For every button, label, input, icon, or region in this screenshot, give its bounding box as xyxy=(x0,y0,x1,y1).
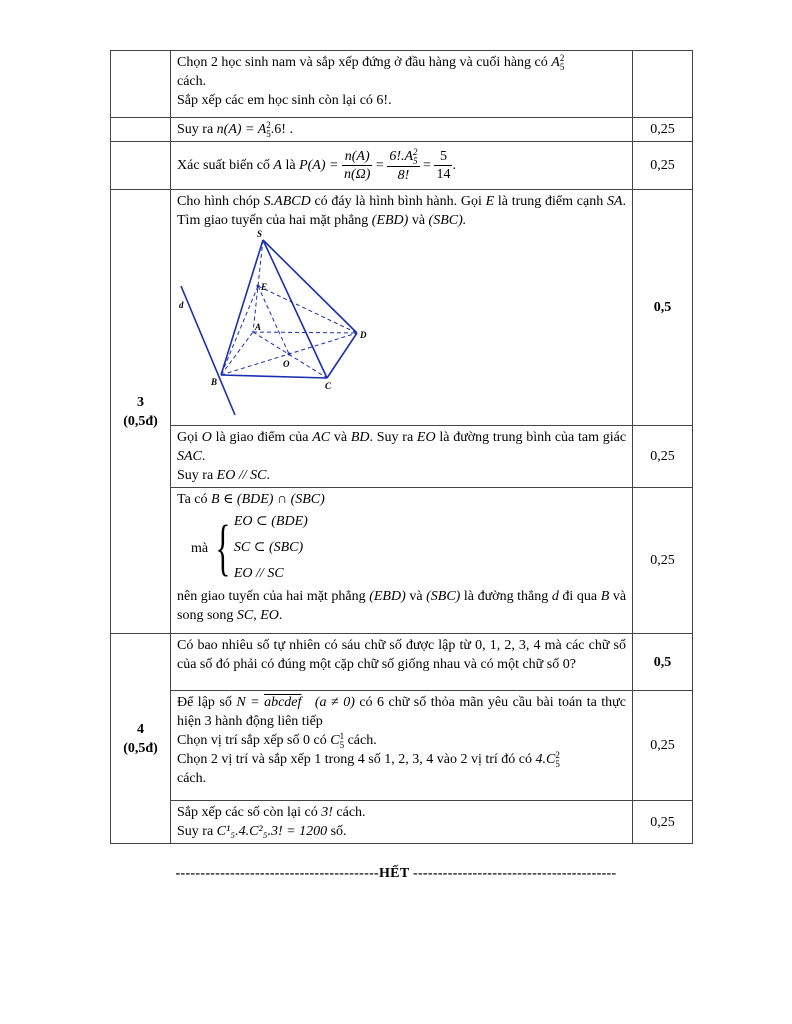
math-index xyxy=(340,732,345,750)
answer-text: Chọn vị trí sắp xếp số 0 có xyxy=(177,733,327,748)
answer-cell xyxy=(171,801,633,844)
question-cell xyxy=(111,190,171,634)
table-row xyxy=(111,142,693,190)
math-text: BD xyxy=(350,430,370,445)
end-marker: -----------------------------------------HẾT ----------------------------------------- xyxy=(175,866,617,881)
prompt-text: . Tìm giao tuyến của hai mặt phẳng xyxy=(177,194,626,228)
math-expression: P(A) = xyxy=(299,157,339,173)
math-sub: 5 xyxy=(559,61,565,72)
edge-SB xyxy=(221,240,263,375)
answer-text: . Suy ra xyxy=(369,430,414,445)
seg-EO xyxy=(258,286,289,354)
math-expression: n(A) = A xyxy=(216,122,267,137)
math-text: (SBC). xyxy=(428,213,467,228)
math-sub: 5 xyxy=(339,739,345,750)
math-text: EO xyxy=(416,430,436,445)
answer-text: Suy ra xyxy=(177,122,214,137)
answer-text: Xác suất biến cố xyxy=(177,157,270,173)
score-cell: 0,5 xyxy=(633,190,693,426)
prompt-text: có đáy là hình bình hành. Gọi xyxy=(314,194,482,209)
table-row xyxy=(111,190,693,426)
point-O xyxy=(288,353,291,356)
math-sup: 2 xyxy=(555,749,560,760)
question-cell-empty xyxy=(111,118,171,142)
answer-text: Chọn 2 vị trí và sắp xếp 1 trong 4 số 1, 2, 3, 4 vào 2 vị trí đó có xyxy=(177,752,533,767)
score-cell: 0,25 xyxy=(633,142,693,190)
system-line: EO ⊂ (BDE) xyxy=(233,514,308,529)
math-A: A xyxy=(551,55,560,70)
math-sub: 5 xyxy=(413,155,418,166)
answer-text: cách. xyxy=(336,805,366,820)
fraction-top: n(A) xyxy=(342,148,372,166)
fraction xyxy=(387,148,419,184)
answer-text: Sắp xếp các số còn lại có xyxy=(177,805,318,820)
answer-text: đi qua xyxy=(562,589,598,604)
score-cell: 0,25 xyxy=(633,691,693,801)
edge-CD xyxy=(327,333,357,378)
table-row xyxy=(111,634,693,691)
label-d: d xyxy=(179,300,184,310)
table-row xyxy=(111,488,693,634)
prompt-text: và xyxy=(411,213,426,228)
math-text: 4.C xyxy=(535,752,556,767)
math-text: C xyxy=(330,733,340,748)
label-A: A xyxy=(255,322,262,332)
fraction-top xyxy=(387,148,419,167)
answer-text: là đường thẳng xyxy=(463,589,549,604)
math-text: SA xyxy=(606,194,623,209)
math-text: SAC xyxy=(177,449,202,464)
math-text: C¹₅.4.C²₅.3! = 1200 xyxy=(216,824,328,839)
math-sup: 2 xyxy=(266,119,271,130)
system-line: EO // SC xyxy=(233,566,284,581)
question-number: 3 xyxy=(137,394,144,410)
question-cell-empty xyxy=(111,51,171,118)
answer-cell: Gọi O là giao điểm của AC và BD. Suy ra EO là đường trung bình của tam giác SAC. Suy ra EO // SC. xyxy=(171,426,633,488)
answer-text: và xyxy=(409,589,423,604)
score-cell: 0,25 xyxy=(633,488,693,634)
answer-text: và song song xyxy=(177,589,627,623)
answer-text: Suy ra xyxy=(177,824,214,839)
table-row xyxy=(111,51,693,118)
math-text: (SBC) xyxy=(426,589,461,604)
score-cell: 0,25 xyxy=(633,118,693,142)
math-index xyxy=(560,54,565,72)
label-E: E xyxy=(261,282,268,292)
point-E xyxy=(257,285,260,288)
math-A: A xyxy=(273,157,282,173)
edge-AD xyxy=(253,332,357,333)
system-lines xyxy=(234,509,308,587)
answer-text: số. xyxy=(330,824,347,839)
fraction xyxy=(434,148,452,183)
prompt-text: là trung điểm cạnh xyxy=(497,194,604,209)
label-B: B xyxy=(211,377,218,387)
math-index xyxy=(555,751,560,769)
answer-text: và xyxy=(333,430,348,445)
math-text: (a ≠ 0) xyxy=(314,695,355,710)
answer-text: là đường trung bình của tam giác xyxy=(439,430,627,445)
score-cell: 0,25 xyxy=(633,426,693,488)
answer-text: Suy ra xyxy=(177,468,214,483)
math-text: (EBD) xyxy=(369,589,406,604)
math-text: d xyxy=(551,589,559,604)
question-points: (0,5đ) xyxy=(123,413,158,429)
question-number: 4 xyxy=(137,721,144,737)
math-text: SC xyxy=(236,608,254,623)
answer-cell: Có bao nhiêu số tự nhiên có sáu chữ số được lập từ 0, 1, 2, 3, 4 mà các chữ số của số đó phải có đúng một cặp chữ số giống nhau và có một chữ số 0? xyxy=(171,634,633,691)
answer-cell: Ta có B ∈ (BDE) ∩ (SBC) mà { EO ⊂ (BDE) SC ⊂ (SBC) EO // SC nên giao tuyến của hai mặt phẳng (EBD) và (SBC) là đường thẳng d đi qua B và song song SC, EO. xyxy=(171,488,633,634)
question-points: (0,5đ) xyxy=(123,740,158,756)
math-text: EO xyxy=(260,608,279,623)
answer-text: mà xyxy=(191,540,209,556)
answer-text: cách. xyxy=(177,74,207,89)
math-text: B xyxy=(600,589,610,604)
answer-text: có 6 chữ số thỏa mãn yêu cầu bài toán ta thực hiện 3 hành động liên tiếp xyxy=(177,695,626,729)
answer-text: cách. xyxy=(347,733,377,748)
label-D: D xyxy=(360,330,367,340)
score-cell: 0,25 xyxy=(633,801,693,844)
answer-text: cách. xyxy=(177,771,207,786)
table-row xyxy=(111,426,693,488)
edge-BC xyxy=(221,375,327,378)
seg-ED xyxy=(258,286,357,333)
answer-table xyxy=(110,50,693,844)
math-sub: 5 xyxy=(266,128,271,139)
label-O: O xyxy=(283,359,290,369)
math-text: N = xyxy=(236,695,260,710)
prompt-text: Cho hình chóp xyxy=(177,194,260,209)
answer-text: Gọi xyxy=(177,430,198,445)
answer-text: là xyxy=(285,157,296,173)
answer-text: là giao điểm của xyxy=(215,430,309,445)
answer-cell xyxy=(171,691,633,801)
edge-AB xyxy=(221,332,253,375)
question-cell xyxy=(111,634,171,844)
system-of-relations xyxy=(191,509,308,587)
answer-text: Ta có xyxy=(177,492,208,507)
score-cell-empty xyxy=(633,51,693,118)
edge-SD xyxy=(263,240,357,333)
math-overline: abcdef xyxy=(264,695,302,710)
math-tail: .6! . xyxy=(270,122,293,137)
math-text: B ∈ (BDE) ∩ (SBC) xyxy=(211,492,325,507)
math-text: (EBD) xyxy=(371,213,409,228)
label-S: S xyxy=(257,230,263,239)
seg-EB xyxy=(221,286,258,375)
edge-SC xyxy=(263,240,327,378)
fraction-bottom: 8! xyxy=(397,167,410,183)
answer-text: nên giao tuyến của hai mặt phẳng xyxy=(177,589,366,604)
brace-icon: { xyxy=(215,514,231,582)
math-text: E xyxy=(485,194,495,209)
answer-cell xyxy=(171,190,633,426)
pyramid-figure xyxy=(177,230,387,420)
math-sup: 2 xyxy=(559,52,565,63)
math-index xyxy=(413,148,418,166)
system-line: SC ⊂ (SBC) xyxy=(233,540,304,555)
answer-text: Chọn 2 học sinh nam và sắp xếp đứng ở đầu hàng và cuối hàng có xyxy=(177,55,548,70)
math-text: S.ABCD xyxy=(263,194,311,209)
fraction xyxy=(342,148,372,183)
math-text: 3! xyxy=(321,805,333,820)
math-text: EO // SC xyxy=(216,468,267,483)
answer-cell: Xác suất biến cố A là P(A) = $\frac{n(A)}{n(\Omega)}$ = 6!.A2 5 8! = $\frac{5}{14}$ . xyxy=(171,142,633,190)
math-sup: 1 xyxy=(339,730,345,741)
fraction-bottom: 14 xyxy=(436,167,451,182)
table-row xyxy=(111,691,693,801)
fraction-bottom: n(Ω) xyxy=(343,167,371,182)
question-cell-empty xyxy=(111,142,171,190)
answer-cell xyxy=(171,51,633,118)
fraction-top-text: 6!.A xyxy=(389,148,414,164)
table-row xyxy=(111,118,693,142)
line-d xyxy=(181,286,235,415)
answer-text: Để lập số xyxy=(177,695,232,710)
score-cell: 0,5 xyxy=(633,634,693,691)
answer-text: Sắp xếp các em học sinh còn lại có 6!. xyxy=(177,93,392,108)
table-row xyxy=(111,801,693,844)
math-sub: 5 xyxy=(555,758,560,769)
label-C: C xyxy=(325,381,332,391)
answer-cell xyxy=(171,118,633,142)
math-text: AC xyxy=(312,430,331,445)
math-sup: 2 xyxy=(413,146,418,157)
fraction-top: 5 xyxy=(434,148,452,166)
math-text: O xyxy=(201,430,212,445)
